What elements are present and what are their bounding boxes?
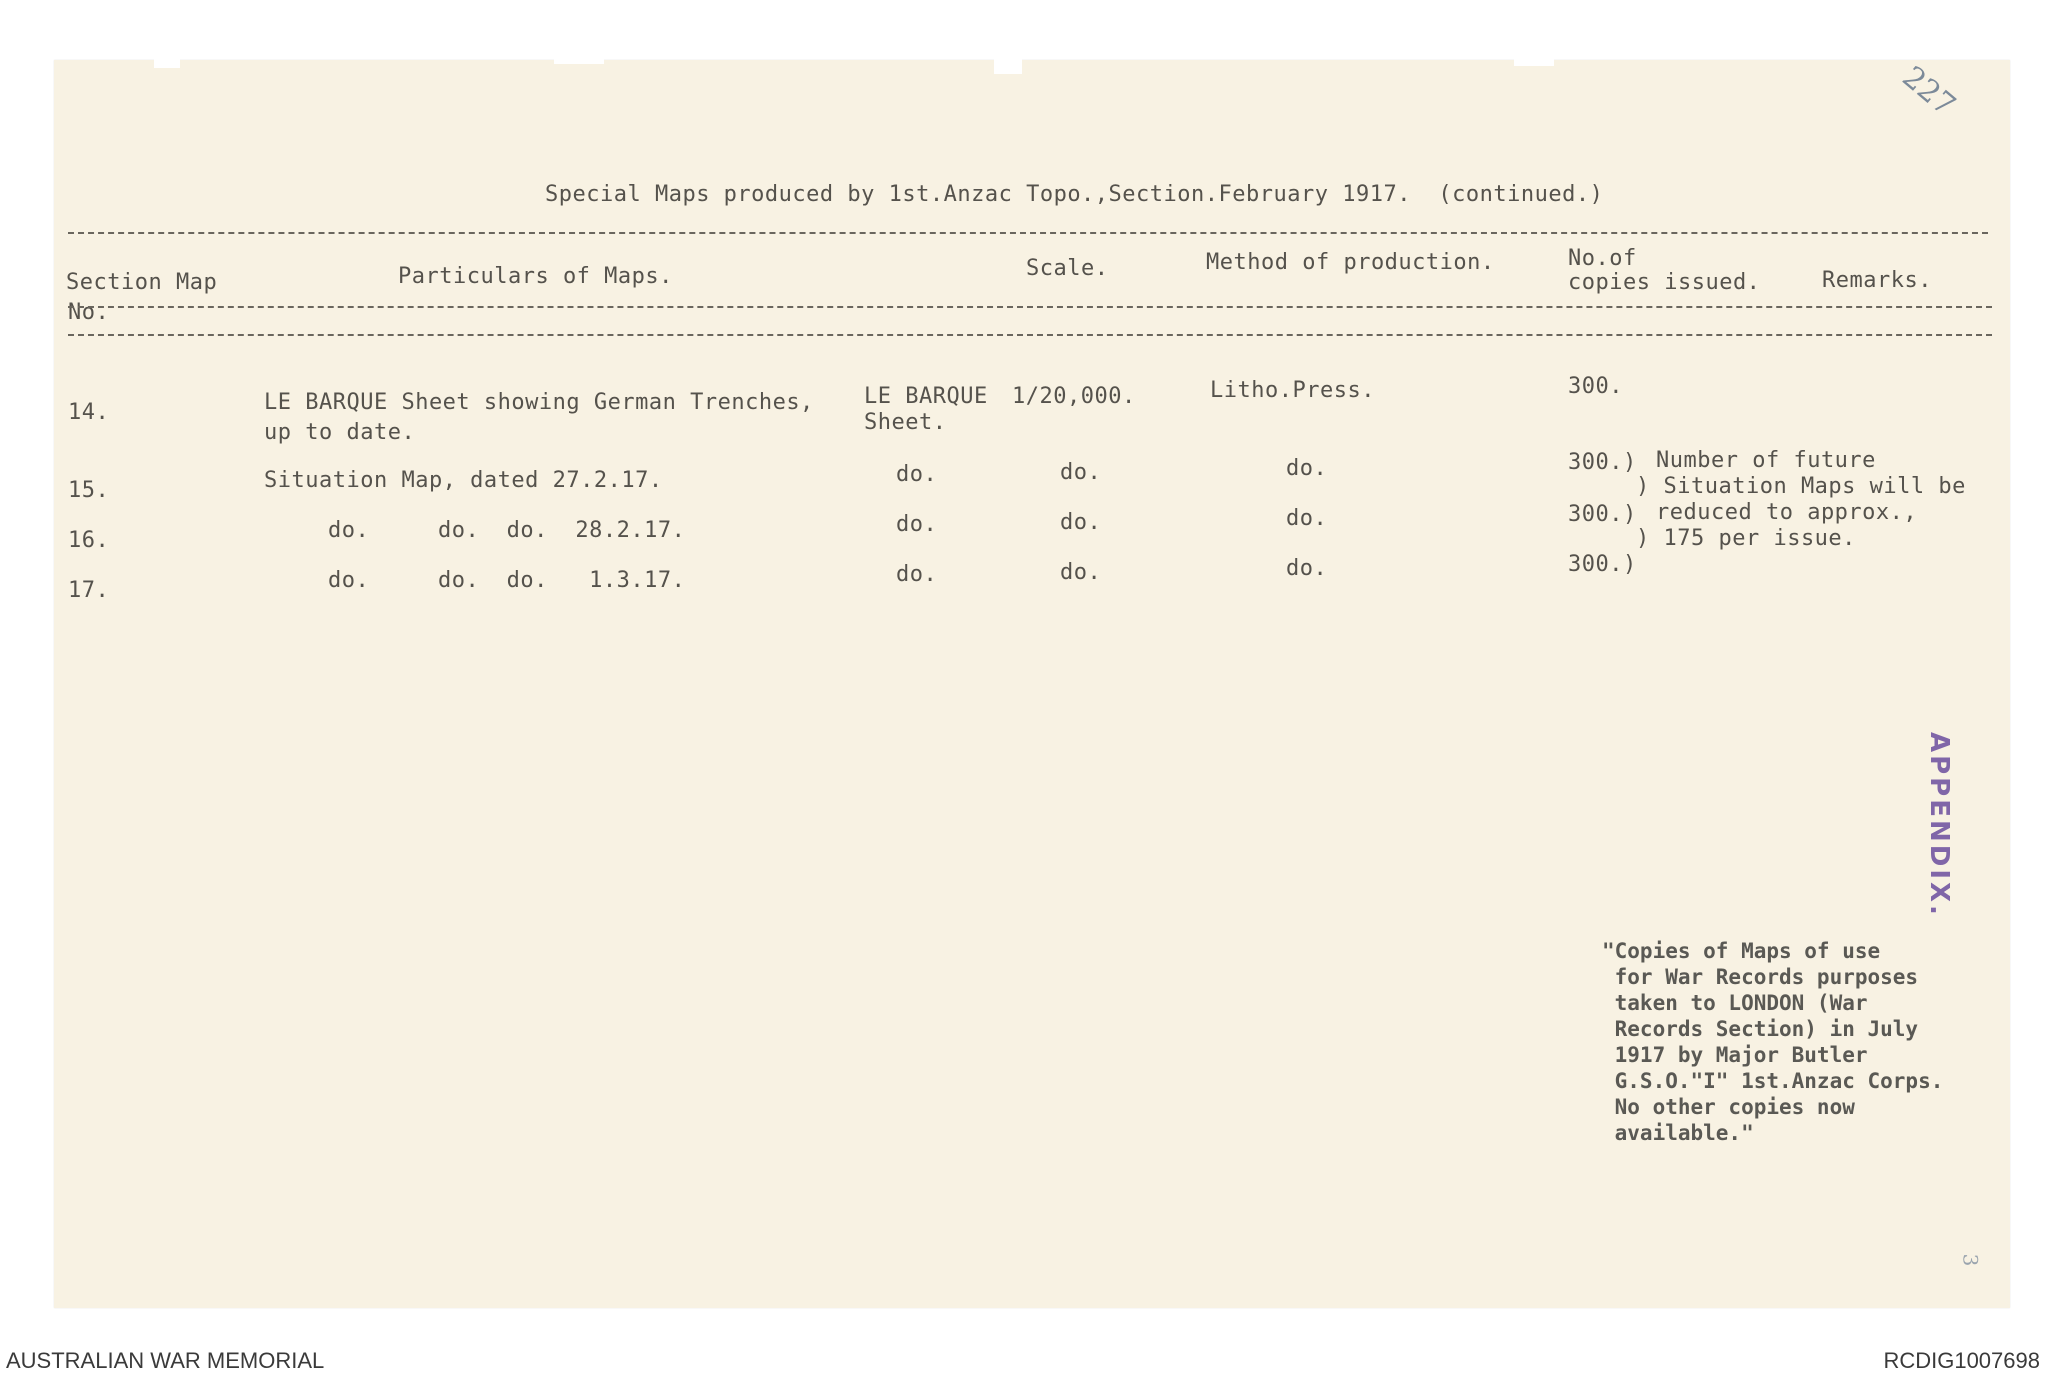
note-line: 1917 by Major Butler [1602,1043,1868,1067]
torn-edge [154,58,180,68]
row-no: 15. [68,478,110,503]
row-map: do. [896,562,938,587]
remarks-line: ) 175 per issue. [1636,526,1856,551]
row-method: do. [1286,456,1328,481]
header-section-map: Section Map [66,270,218,295]
header-no: No. [68,300,110,325]
remarks-line: Number of future [1656,448,1876,473]
row-no: 16. [68,528,110,553]
remarks-line: reduced to approx., [1656,500,1918,525]
note-line: No other copies now [1602,1095,1855,1119]
row-particulars: do. do. do. 28.2.17. [328,518,686,543]
remarks-line: ) Situation Maps will be [1636,474,1966,499]
document-title: Special Maps produced by 1st.Anzac Topo.,Section.February 1917. (continued.) [545,182,1604,207]
row-copies: 300. [1568,374,1623,399]
header-copies-line2: copies issued. [1568,270,1761,295]
row-no: 14. [68,400,110,425]
row-method: do. [1286,556,1328,581]
page-number: 227 [1895,59,1962,124]
row-method: Litho.Press. [1210,378,1375,403]
divider [68,232,1988,234]
row-particulars: Situation Map, dated 27.2.17. [264,468,663,493]
torn-edge [1514,58,1554,66]
row-particulars: LE BARQUE Sheet showing German Trenches, [264,390,814,415]
row-scale: 1/20,000. [1012,384,1136,409]
row-copies: 300.) [1568,502,1637,527]
row-copies: 300.) [1568,552,1637,577]
row-scale: do. [1060,510,1102,535]
note-line: "Copies of Maps of use [1602,939,1881,963]
footer-left: AUSTRALIAN WAR MEMORIAL [6,1348,325,1373]
row-copies: 300.) [1568,450,1637,475]
header-particulars: Particulars of Maps. [398,264,673,289]
row-no: 17. [68,578,110,603]
note-line: for War Records purposes [1602,965,1919,989]
divider [68,306,1992,308]
row-map: do. [896,512,938,537]
row-scale: do. [1060,560,1102,585]
row-map: do. [896,462,938,487]
torn-edge [554,58,604,64]
torn-edge [994,58,1022,74]
note-line: G.S.O."I" 1st.Anzac Corps. [1602,1069,1944,1093]
note-line: available." [1602,1121,1754,1145]
row-particulars: do. do. do. 1.3.17. [328,568,686,593]
header-copies-line1: No.of [1568,246,1637,271]
header-scale: Scale. [1026,256,1109,281]
note-line: taken to LONDON (War [1602,991,1868,1015]
row-map-cont: Sheet. [864,410,947,435]
footer-right: RCDIG1007698 [1883,1348,2040,1373]
row-particulars-cont: up to date. [264,420,416,445]
divider [68,334,1992,336]
corner-mark: 3 [1958,1253,1983,1267]
header-remarks: Remarks. [1822,268,1932,293]
header-method: Method of production. [1206,250,1495,275]
row-map: LE BARQUE [864,384,988,409]
row-scale: do. [1060,460,1102,485]
appendix-stamp: APPENDIX. [1924,732,1954,918]
row-method: do. [1286,506,1328,531]
note-line: Records Section) in July [1602,1017,1919,1041]
